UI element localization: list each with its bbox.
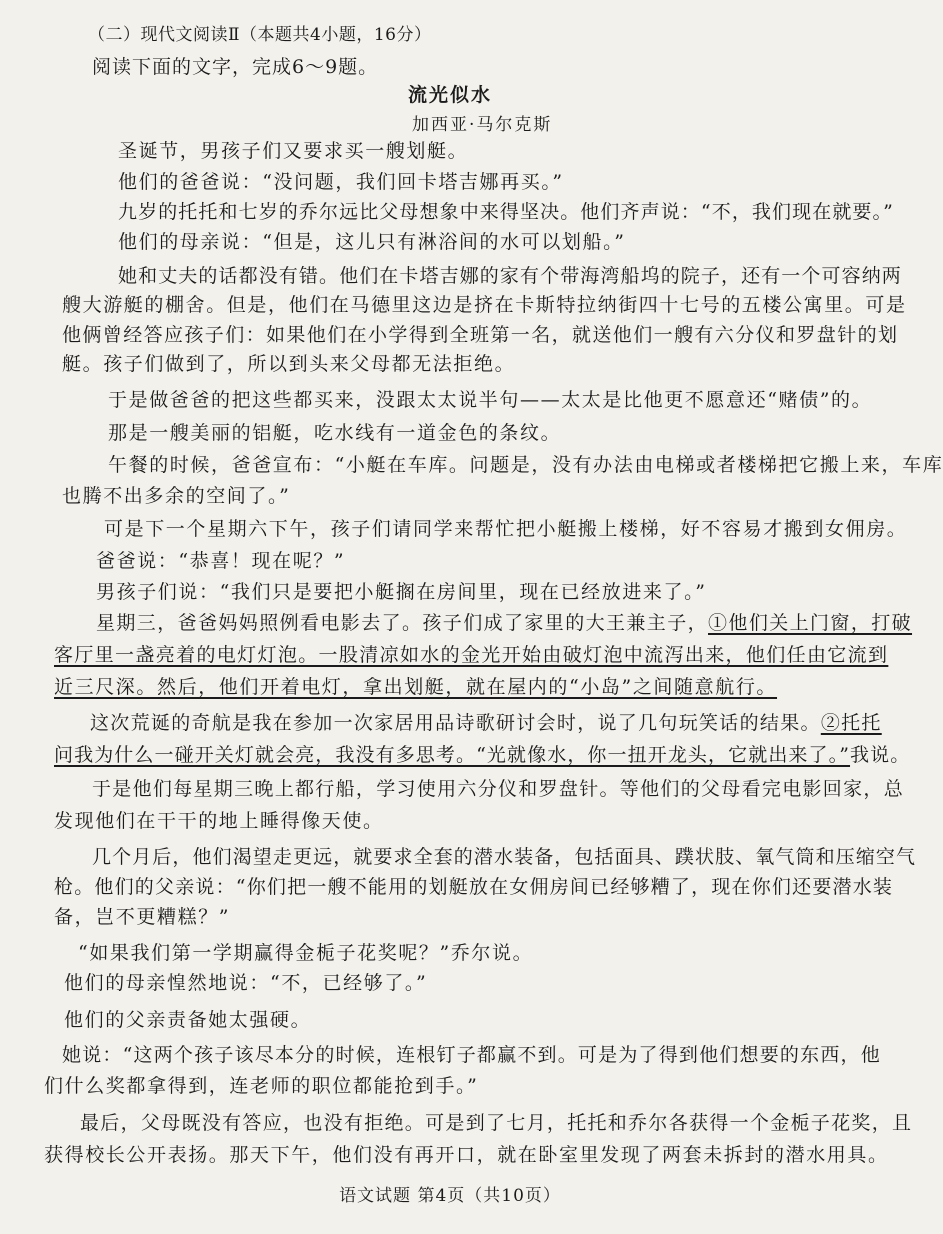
text-line: 她说：“这两个孩子该尽本分的时候，连根钉子都赢不到。可是为了得到他们想要的东西，他 (62, 1044, 881, 1066)
text-line: 圣诞节，男孩子们又要求买一艘划艇。 (118, 140, 469, 162)
text-line: 于是做爸爸的把这些都买来，没跟太太说半句——太太是比他更不愿意还“赌债”的。 (108, 389, 873, 411)
text-line: 午餐的时候，爸爸宣布：“小艇在车库。问题是，没有办法由电梯或者楼梯把它搬上来，车库 (108, 454, 943, 476)
text-line: 他俩曾经答应孩子们：如果他们在小学得到全班第一名，就送他们一艘有六分仪和罗盘针的划 (62, 324, 899, 346)
text-segment: 这次荒诞的奇航是我在参加一次家居用品诗歌研讨会时，说了几句玩笑话的结果。 (90, 712, 821, 734)
text-line: 艘大游艇的棚舍。但是，他们在马德里这边是挤在卡斯特拉纳街四十七号的五楼公寓里。可是 (62, 294, 907, 316)
article-title: 流光似水 (407, 84, 492, 106)
text-line: 最后，父母既没有答应，也没有拒绝。可是到了七月，托托和乔尔各获得一个金栀子花奖，且 (80, 1112, 913, 1134)
text-line: 也腾不出多余的空间了。” (62, 485, 291, 507)
text-line: 艇。孩子们做到了，所以到头来父母都无法拒绝。 (62, 353, 516, 375)
text-line: 可是下一个星期六下午，孩子们请同学来帮忙把小艇搬上楼梯，好不容易才搬到女佣房。 (104, 518, 908, 540)
text-line (54, 740, 910, 771)
text-line: 她和丈夫的话都没有错。他们在卡塔吉娜的家有个带海湾船坞的院子，还有一个可容纳两 (118, 265, 902, 287)
text-line: 于是他们每星期三晚上都行船，学习使用六分仪和罗盘针。等他们的父母看完电影回家，总 (92, 778, 905, 800)
text-line: 爸爸说：“恭喜！现在呢？” (96, 550, 346, 572)
instruction-text: 阅读下面的文字，完成6～9题。 (92, 56, 379, 78)
underlined-sentence-1-cont: 客厅里一盏亮着的电灯灯泡。一股清凉如水的金光开始由破灯泡中流泻出来，他们任由它流到 (54, 644, 889, 666)
text-line (96, 608, 912, 639)
section-header: （二）现代文阅读Ⅱ（本题共4小题，16分） (88, 25, 432, 45)
article-author: 加西亚·马尔克斯 (412, 115, 553, 135)
text-line: “如果我们第一学期赢得金栀子花奖呢？”乔尔说。 (78, 942, 534, 964)
text-line: 们什么奖都拿得到，连老师的职位都能抢到手。” (44, 1075, 479, 1097)
page-footer: 语文试题 第4页（共10页） (339, 1186, 561, 1206)
underlined-sentence-1-end: 近三尺深。然后，他们开着电灯，拿出划艇，就在屋内的“小岛”之间随意航行。 (54, 676, 778, 698)
text-line (90, 708, 882, 739)
text-line: 几个月后，他们渴望走更远，就要求全套的潜水装备，包括面具、蹼状肢、氧气筒和压缩空气 (92, 846, 917, 868)
underlined-sentence-2: ②托托 (820, 712, 882, 734)
text-line: 他们的母亲说：“但是，这儿只有淋浴间的水可以划船。” (118, 231, 626, 253)
underlined-sentence-1: ①他们关上门窗，打破 (708, 612, 913, 634)
text-segment: 星期三，爸爸妈妈照例看电影去了。孩子们成了家里的大王兼主子， (96, 612, 709, 634)
text-line: 发现他们在干干的地上睡得像天使。 (54, 810, 384, 832)
text-line: 枪。他们的父亲说：“你们把一艘不能用的划艇放在女佣房间已经够糟了，现在你们还要潜水装 (54, 876, 894, 898)
text-line: 他们的父亲责备她太强硬。 (64, 1009, 312, 1031)
text-line: 那是一艘美丽的铝艇，吃水线有一道金色的条纹。 (108, 422, 562, 444)
text-line: 备，岂不更糟糕？” (54, 906, 231, 928)
text-line: 他们的爸爸说：“没问题，我们回卡塔吉娜再买。” (118, 171, 564, 193)
text-line: 他们的母亲惶然地说：“不，已经够了。” (64, 972, 428, 994)
text-line: 九岁的托托和七岁的乔尔远比父母想象中来得坚决。他们齐声说：“不，我们现在就要。” (118, 201, 894, 223)
text-line: 获得校长公开表扬。那天下午，他们没有再开口，就在卧室里发现了两套未拆封的潜水用具。 (44, 1144, 889, 1166)
text-segment: 我说。 (850, 744, 911, 766)
text-line: 男孩子们说：“我们只是要把小艇搁在房间里，现在已经放进来了。” (96, 581, 707, 603)
underlined-sentence-2-cont: 问我为什么一碰开关灯就会亮，我没有多思考。“光就像水，你一扭开龙头，它就出来了。” (54, 744, 851, 766)
